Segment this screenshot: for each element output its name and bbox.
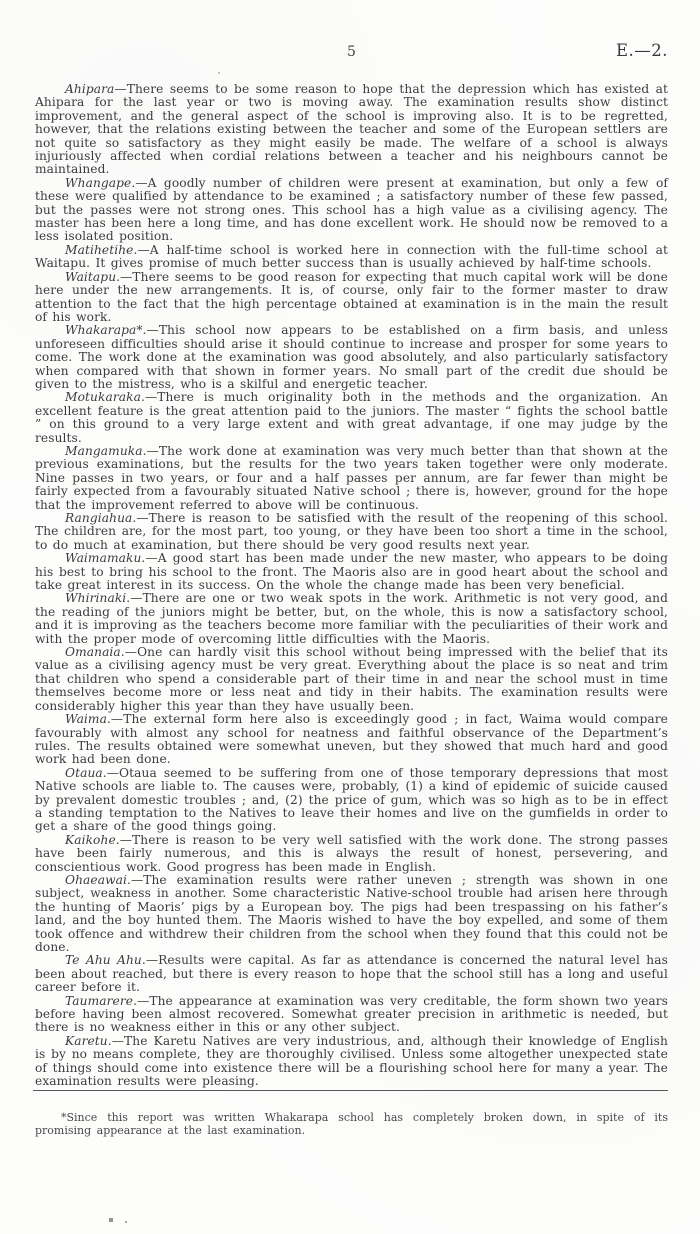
- paragraph-text: There is much originality both in the methods and the organization. An excellent feature is the great attention paid to the juniors. The master “ fights the school battle ” on this ground to a very large extent and with great advantage, if one may judge by the results.: [35, 390, 668, 445]
- school-paragraph: [35, 767, 668, 834]
- name-separator: .—: [126, 872, 144, 887]
- school-name: Te Ahu Ahu: [65, 953, 142, 968]
- school-name: Karetu: [65, 1033, 108, 1048]
- school-paragraph: [35, 271, 668, 325]
- school-paragraph: [35, 244, 668, 271]
- name-separator: .—: [142, 323, 159, 338]
- paragraph-text: There seems to be good reason for expecting that much capital work will be done here under the new arrangements. It is, of course, only fair to the former master to draw attention to the fact that the high percentage obtained at examination is in the main the result of his work.: [35, 269, 668, 324]
- name-separator: —: [114, 82, 127, 96]
- page-number: 5: [347, 44, 356, 60]
- name-separator: .—: [133, 242, 150, 257]
- name-separator: .—: [107, 1033, 125, 1048]
- name-separator: .—: [120, 645, 138, 660]
- name-separator: .—: [132, 511, 149, 525]
- name-separator: .—: [126, 591, 143, 606]
- paragraph-text: The work done at examination was very much better than that shown at the previous examinations, but the results for the two years taken together were only moderate. Nine passes in two years, or four and a half passes per annum, are far fewer than might be fairly expected from a favourably situated Native school ; there is, however, ground for the hope that the improvement referred to above will be continuous.: [35, 443, 668, 512]
- scan-speckles: [0, 0, 2, 2]
- page-header: [35, 41, 668, 64]
- school-name: Whakarapa*: [65, 323, 143, 338]
- school-name: Kaikohe: [65, 832, 116, 847]
- school-name: Waitapu: [65, 269, 117, 284]
- school-paragraph: [35, 834, 668, 874]
- school-name: Whangape: [65, 175, 132, 190]
- name-separator: .—: [115, 832, 133, 847]
- school-paragraph: [35, 874, 668, 954]
- footnote-divider: [33, 1090, 668, 1091]
- paragraph-text: There are one or two weak spots in the work. Arithmetic is not very good, and the reading of the juniors might be better, but, on the whole, this is now a satisfactory school, and it is improving as the teachers become more familiar with the peculiarities of their work and with the proper mode of overcoming little difficulties with the Maoris.: [35, 591, 668, 646]
- name-separator: .—: [141, 953, 159, 968]
- school-name: Waima: [65, 712, 107, 727]
- document-reference: E.—2.: [615, 41, 668, 60]
- footnote: [35, 1111, 668, 1137]
- name-separator: .—: [133, 993, 150, 1008]
- school-paragraph: [35, 324, 668, 391]
- school-paragraph: [35, 995, 668, 1035]
- paragraph-text: The external form here also is exceedingly good ; in fact, Waima would compare favourably with almost any school for neatness and faithful observance of the Department’s rules. The results obtained were somewhat uneven, but they showed that much hard and good work had been done.: [35, 712, 668, 767]
- school-paragraph: [35, 713, 668, 767]
- footnote-marker: *: [61, 1111, 67, 1124]
- paragraph-text: A goodly number of children were present at examination, but only a few of these were qualified by attendance to be examined ; a satisfactory number of these few passed, but the passes were not strong ones. This school has a high value as a civilising agency. The master has been here a long time, and has done excellent work. He should now be removed to a less isolated position.: [35, 175, 668, 244]
- school-paragraph: [35, 1035, 668, 1089]
- school-paragraph: [35, 592, 668, 646]
- paragraph-text: The examination results were rather uneven ; strength was shown in one subject, weakness in another. Some characteristic Native-school trouble had arisen here through the hunting of Maoris’ pigs by a European boy. The pigs had been trespassing on his father’s land, and the boy hunted them. The Maoris wished to have the boy expelled, and some of them took offence and withdrew their children from the school when they found that this could not be done.: [35, 872, 668, 954]
- school-paragraph: [35, 391, 668, 445]
- paragraph-text: A half-time school is worked here in connection with the full-time school at Waitapu. It gives promise of much better success than is usually achieved by half-time schools.: [35, 242, 668, 271]
- school-name: Whirinaki: [65, 591, 127, 606]
- school-name: Ahipara: [65, 82, 115, 96]
- paragraph-text: Results were capital. As far as attendance is concerned the natural level has been about reached, but there is every reason to hope that the school still has a long and useful career before it.: [35, 953, 668, 995]
- paragraph-text: There is reason to be satisfied with the result of the reopening of this school. The children are, for the most part, too young, or they have been too short a time in the school, to do much at examination, but there should be very good results next year.: [35, 511, 668, 552]
- school-name: Matihetihe: [65, 242, 134, 257]
- name-separator: .—: [102, 765, 120, 780]
- paragraph-text: There is reason to be very well satisfied with the work done. The strong passes have been fairly numerous, and this is always the result of honest, persevering, and conscientious work. Good progress has been made in English.: [35, 832, 668, 874]
- school-paragraph: [35, 445, 668, 512]
- report-body: [35, 83, 668, 1088]
- school-paragraph: [35, 83, 668, 177]
- school-paragraph: [35, 646, 668, 713]
- name-separator: .—: [131, 175, 148, 190]
- school-name: Taumarere: [65, 993, 134, 1008]
- school-name: Ohaeawai: [65, 872, 127, 887]
- paragraph-text: Otaua seemed to be suffering from one of those temporary depressions that most Native schools are liable to. The causes were, probably, (1) a kind of epidemic of suicide caused by prevalent domestic troubles ; and, (2) the price of gum, which was so high as to be in effect a standing temptation to the Natives to leave their homes and live on the gumfields in order to get a share of the good things going.: [35, 765, 668, 834]
- school-name: Rangiahua: [65, 511, 133, 525]
- paragraph-text: One can hardly visit this school without being impressed with the belief that its value as a civilising agency must be very great. Everything about the place is so neat and trim that children who spend a considerable part of their time in and near the school must in time themselves become more or less neat and tidy in their habits. The examination results were considerably higher this year than they have usually been.: [35, 645, 668, 713]
- name-separator: .—: [142, 443, 159, 458]
- name-separator: .—: [141, 551, 158, 566]
- school-paragraph: [35, 954, 668, 994]
- paragraph-text: A good start has been made under the new master, who appears to be doing his best to bring his school to the front. The Maoris also are in good heart about the school and take great interest in its success. On the whole the change made has been very beneficial.: [35, 551, 668, 593]
- school-name: Motukaraka: [65, 390, 141, 405]
- paragraph-text: The appearance at examination was very creditable, the form shown two years before having been almost recovered. Somewhat greater precision in arithmetic is needed, but there is no weakness either in this or any other subject.: [35, 993, 668, 1035]
- school-name: Omanaia: [65, 645, 121, 660]
- school-name: Mangamuka: [65, 443, 143, 458]
- name-separator: .—: [140, 390, 158, 405]
- school-name: Otaua: [65, 765, 103, 780]
- footnote-text: Since this report was written Whakarapa school has completely broken down, in spite of its promising appearance at the last examination.: [35, 1111, 668, 1137]
- name-separator: .—: [106, 712, 124, 727]
- name-separator: .—: [116, 269, 133, 284]
- paragraph-text: There seems to be some reason to hope that the depression which has existed at Ahipara for the last year or two is moving away. The examination results show distinct improvement, and the general aspect of the school is improving also. It is to be regretted, however, that the relations existing between the teacher and some of the European settlers are not quite so satisfactory as they might easily be made. The welfare of a school is always injuriously affected when cordial relations between a teacher and his neighbours cannot be maintained.: [35, 82, 668, 177]
- school-paragraph: [35, 512, 668, 552]
- paragraph-text: The Karetu Natives are very industrious, and, although their knowledge of English is by no means complete, they are thoroughly civilised. Unless some altogether unexpected state of things should come into existence there will be a flourishing school here for many a year. The examination results were pleasing.: [35, 1033, 668, 1089]
- school-paragraph: [35, 177, 668, 244]
- school-name: Waimamaku: [65, 551, 142, 566]
- school-paragraph: [35, 552, 668, 592]
- paragraph-text: This school now appears to be established on a firm basis, and unless unforeseen difficulties should arise it should continue to increase and prosper for some years to come. The work done at the examination was good absolutely, and also particularly satisfactory when compared with that shown in former years. No small part of the credit due should be given to the mistress, who is a skilful and energetic teacher.: [35, 323, 668, 391]
